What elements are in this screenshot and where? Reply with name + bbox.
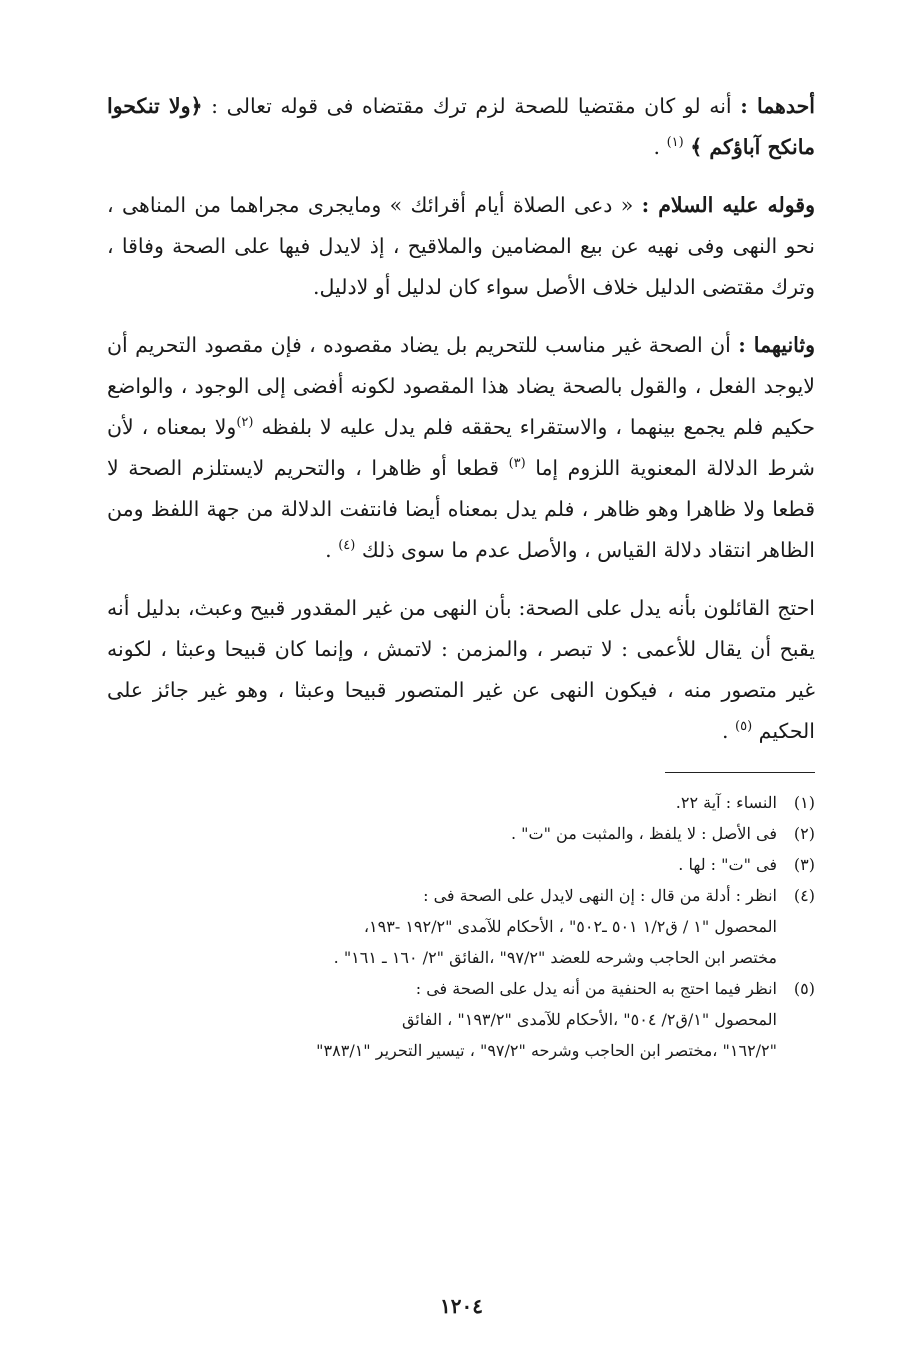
footnote-line: المحصول "١/ق٢/ ٥٠٤" ،الأحكام للآمدى "١٩٣/٢" ، الفائق [401,1010,777,1029]
footnote-text [107,849,777,880]
footnote-ref[interactable]: (٢) [236,415,254,431]
page-number: ١٢٠٤ [440,1294,483,1318]
footnotes [107,787,815,1066]
paragraph-first-argument [107,86,815,168]
paragraph-second-argument [107,325,815,571]
footnote-divider-row [107,752,815,787]
paragraph-hadith [107,185,815,308]
page-body [107,86,815,1066]
paragraph-text: « دعى الصلاة أيام أقرائك » ومايجرى مجراهما من المناهى ، نحو النهى وفى نهيه عن بيع المضامين والملاقيح ، إذ لايدل فيها على الصحة وفاقا ، وترك مقتضى الدليل خلاف الأصل سواء كان لدليل أو لادليل. [107,193,815,299]
footnote-text [107,973,777,1066]
footnote-number: (٣) [793,855,815,874]
footnote-number: (٢) [793,824,815,843]
footnote-line: انظر : أدلة من قال : إن النهى لايدل على الصحة فى : [423,886,777,905]
footnote-line: النساء : آية ٢٢. [675,793,777,812]
footnote-ref[interactable]: (٥) [735,719,753,735]
footnote-line: مختصر ابن الحاجب وشرحه للعضد "٩٧/٢" ،الفائق "٢/ ١٦٠ ـ ١٦١" . [333,948,777,967]
footnote-line: فى الأصل : لا يلفظ ، والمثبت من "ت" . [510,824,777,843]
footnote-item [107,818,815,849]
footnote-item [107,973,815,1066]
footnote-item [107,787,815,818]
footnote-text [107,787,777,818]
paragraph-tail: . [325,538,339,562]
footnote-line: فى "ت" : لها . [678,855,777,874]
lead-term: وقوله عليه السلام : [641,193,815,217]
footnote-number: (٤) [793,886,815,905]
footnote-ref[interactable]: (١) [666,135,684,151]
footnote-line: انظر فيما احتج به الحنفية من أنه يدل على الصحة فى : [415,979,777,998]
footnote-number: (٥) [793,979,815,998]
footnote-line: المحصول "١ / ق١/٢ ٥٠١ ـ٥٠٢" ، الأحكام للآمدى "١٩٢/٢ -١٩٣، [363,917,777,936]
quran-verse: ﴿ولا تنكحوا مانكح آباؤكم ﴾ [107,94,815,159]
paragraph-tail: . [721,719,736,743]
footnote-text [107,818,777,849]
paragraph-text: احتج القائلون بأنه يدل على الصحة: بأن النهى من غير المقدور قبيح وعبث، بدليل أنه يقبح أن يقال للأعمى : لا تبصر ، والمزمن : لاتمش ، وإنما كان قبيحا وعبثا ، لكونه غير متصور منه ، فيكون النهى عن غير المتصور قبيحا وعبثا ، وهو غير جائز على الحكيم [107,596,815,743]
footnote-number: (١) [793,793,815,812]
paragraph-text: قطعا أو ظاهرا ، والتحريم لايستلزم الصحة لا قطعا ولا ظاهرا وهو ظاهر ، فلم يدل بمعناه أيضا فانتفت الدلالة من جهة اللفظ ومن الظاهر انتقاد دلالة القياس ، والأصل عدم ما سوى ذلك [107,456,815,562]
footnote-item [107,880,815,973]
paragraph-text: أن الصحة غير مناسب للتحريم بل يضاد مقصوده ، فإن مقصود التحريم أن لايوجد الفعل ، والقول بالصحة يضاد هذا المقصود لكونه أفضى إلى الوجود ، والواضع حكيم فلم يجمع بينهما ، والاستقراء يحققه فلم يدل عليه لا بلفظه [107,333,816,439]
footnote-text [107,880,777,973]
footnote-line: "١٦٢/٢" ،مختصر ابن الحاجب وشرحه "٩٧/٢" ، تيسير التحرير "٣٨٣/١" [316,1041,777,1060]
lead-term: وثانيهما : [738,333,816,357]
paragraph-tail: . [653,135,667,159]
paragraph-text: ولا بمعناه ، لأن شرط الدلالة المعنوية اللزوم إما [107,415,815,480]
footnote-divider [665,772,815,773]
paragraph-text: أنه لو كان مقتضيا للصحة لزم ترك مقتضاه فى قوله تعالى : [202,94,741,118]
footnote-item [107,849,815,880]
paragraph-counter-argument [107,588,815,752]
footnote-ref[interactable]: (٤) [338,538,356,554]
footnote-ref[interactable]: (٣) [508,456,526,472]
lead-term: أحدهما : [740,94,815,118]
